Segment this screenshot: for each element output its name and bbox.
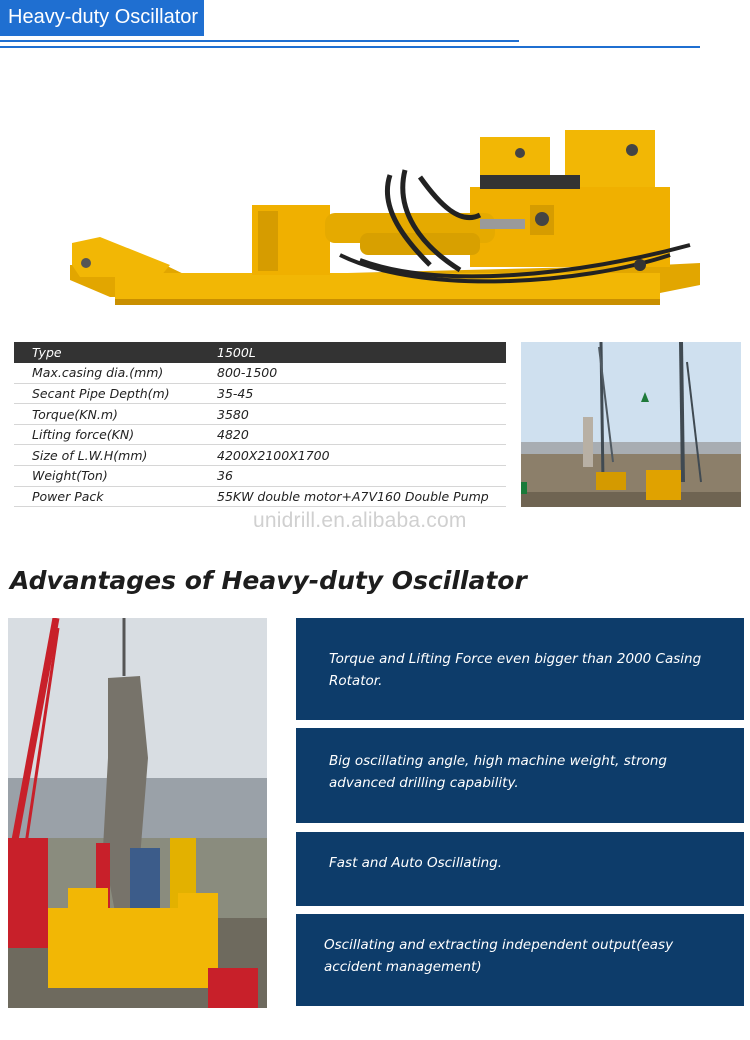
spec-table bbox=[14, 342, 506, 507]
advantage-text: advanced drilling capability. bbox=[329, 775, 519, 791]
spec-row bbox=[14, 383, 506, 404]
watermark: unidrill.en.alibaba.com bbox=[253, 509, 467, 532]
spec-label: Secant Pipe Depth(m) bbox=[14, 383, 199, 404]
spec-value: 4820 bbox=[199, 424, 506, 445]
advantage-box bbox=[296, 728, 744, 823]
advantage-text: Big oscillating angle, high machine weight, strong bbox=[329, 753, 668, 769]
spec-value: 4200X2100X1700 bbox=[199, 445, 506, 466]
spec-row bbox=[14, 466, 506, 487]
spec-label: Power Pack bbox=[14, 486, 199, 507]
spec-value: 35-45 bbox=[199, 383, 506, 404]
advantage-text: Oscillating and extracting independent output(easy bbox=[324, 937, 674, 953]
spec-row bbox=[14, 404, 506, 425]
site-photo-bottom bbox=[8, 618, 267, 1008]
advantage-text: Fast and Auto Oscillating. bbox=[329, 855, 503, 871]
spec-row bbox=[14, 363, 506, 384]
site-photo-top bbox=[521, 342, 741, 507]
spec-row bbox=[14, 445, 506, 466]
spec-value: 55KW double motor+A7V160 Double Pump bbox=[199, 486, 506, 507]
advantages-heading: Advantages of Heavy-duty Oscillator bbox=[10, 566, 527, 595]
advantage-text: Torque and Lifting Force even bigger than 2000 Casing bbox=[329, 651, 702, 667]
spec-value: 36 bbox=[199, 466, 506, 487]
spec-label: Lifting force(KN) bbox=[14, 424, 199, 445]
spec-row bbox=[14, 486, 506, 507]
advantage-box bbox=[296, 914, 744, 1006]
spec-label: Size of L.W.H(mm) bbox=[14, 445, 199, 466]
advantage-box bbox=[296, 832, 744, 906]
spec-value: 1500L bbox=[199, 342, 506, 363]
title-banner bbox=[0, 0, 204, 36]
spec-row bbox=[14, 424, 506, 445]
spec-row bbox=[14, 342, 506, 363]
advantage-text: Rotator. bbox=[329, 673, 383, 689]
spec-value: 3580 bbox=[199, 404, 506, 425]
spec-label: Weight(Ton) bbox=[14, 466, 199, 487]
spec-label: Max.casing dia.(mm) bbox=[14, 363, 199, 384]
advantage-text: accident management) bbox=[324, 959, 482, 975]
spec-label: Type bbox=[14, 342, 199, 363]
header-rule-bottom bbox=[0, 46, 700, 48]
advantage-box bbox=[296, 618, 744, 720]
oscillator-machine-image bbox=[60, 115, 710, 325]
page-title: Heavy-duty Oscillator bbox=[8, 6, 199, 28]
spec-value: 800-1500 bbox=[199, 363, 506, 384]
spec-label: Torque(KN.m) bbox=[14, 404, 199, 425]
header-rule-top bbox=[0, 40, 519, 42]
